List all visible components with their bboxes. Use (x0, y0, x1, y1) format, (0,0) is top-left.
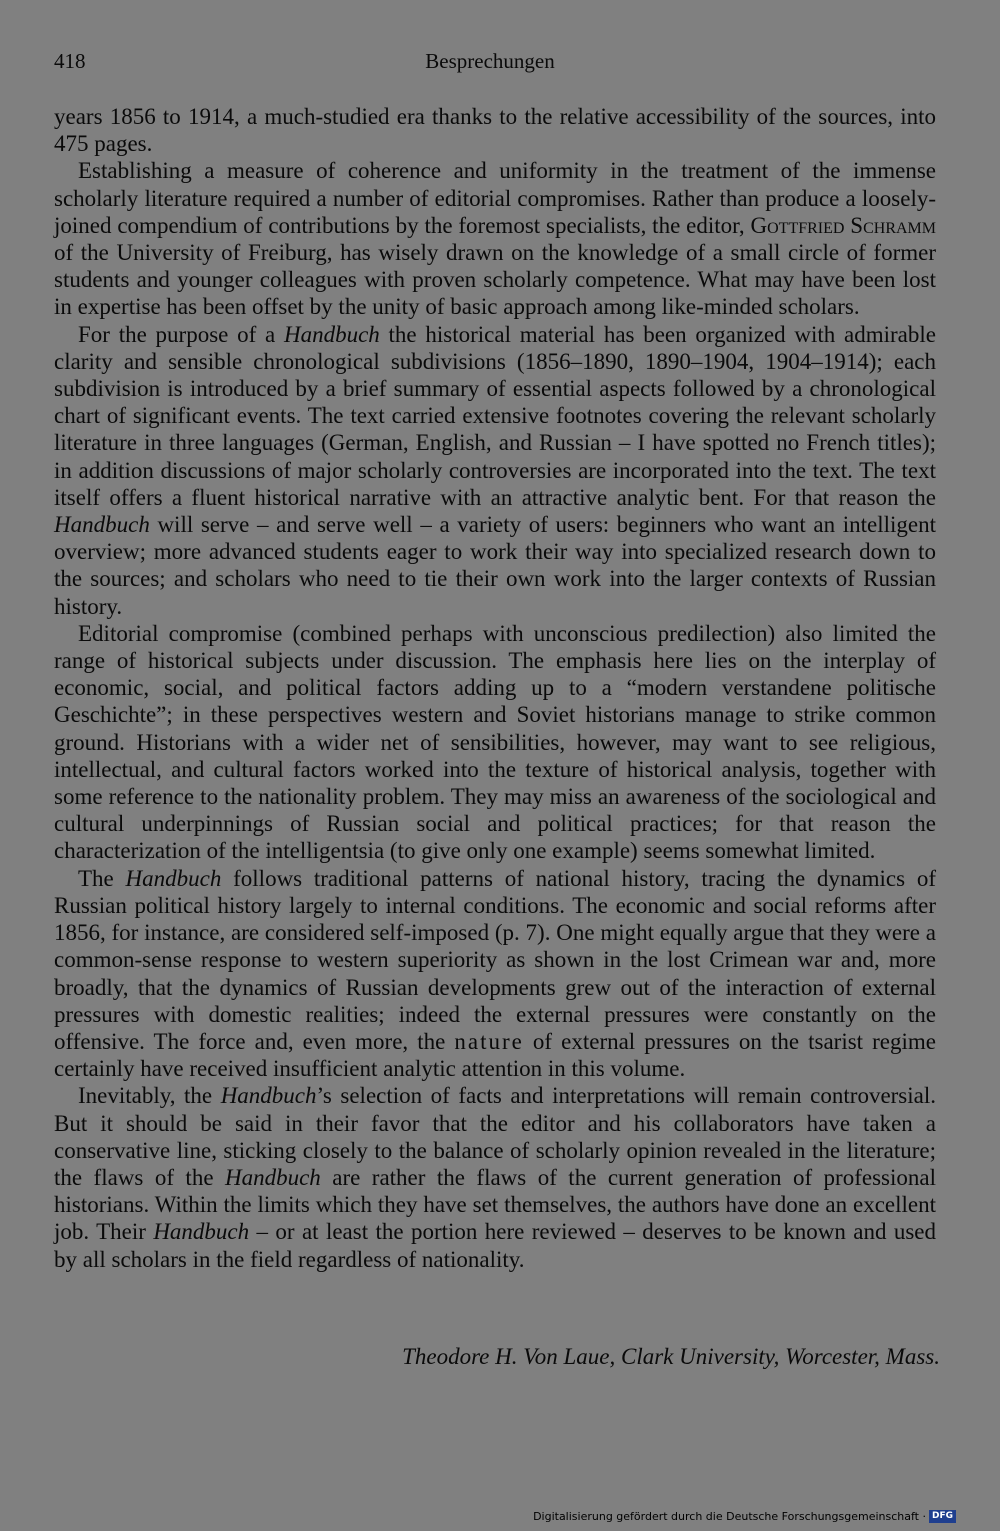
paragraph-2 (54, 157, 936, 320)
paragraph-3 (54, 321, 936, 620)
book-title-italic: Handbuch (283, 321, 380, 347)
page-number: 418 (54, 49, 86, 73)
paragraph-6-text-b: ’s selection of facts and interpretations will remain controversial. But it should be said in their favor that the editor and his collaborators have taken a conservative line, sticking closely to the balance of scholarly opinion revealed in the literature; the flaws of the (54, 1083, 936, 1190)
book-title-italic: Handbuch (54, 512, 150, 538)
paragraph-3-text-c: will serve – and serve well – a variety of users: beginners who want an intelligent overview; more advanced students eager to work their way into specialized research down to the sources; and scholars who need to tie their own work into the larger contexts of Russian history. (54, 512, 936, 619)
paragraph-5-text-a: The (78, 865, 126, 891)
digitization-credit (533, 1510, 956, 1523)
paragraph-2-text-a: Establishing a measure of coherence and uniformity in the treatment of the immense scholarly literature required a number of editorial compromises. Rather than produce a loosely-joined compendium of contributions by the foremost specialists, the editor, (54, 158, 936, 238)
running-title: Besprechungen (425, 49, 555, 73)
paragraph-1: years 1856 to 1914, a much-studied era thanks to the relative accessibility of the sources, into 475 pages. (54, 104, 936, 157)
paragraph-6-text-d: – or at least the portion here reviewed – deserves to be known and used by all scholars in the field regardless of nationality. (54, 1219, 936, 1272)
book-title-italic: Handbuch (125, 865, 222, 891)
credit-text: Digitalisierung gefördert durch die Deutsche Forschungsgemeinschaft · (533, 1510, 926, 1523)
paragraph-5 (54, 865, 936, 1083)
paragraph-5-text-b: follows traditional patterns of national history, tracing the dynamics of Russian political history largely to internal conditions. The economic and social reforms after 1856, for instance, are considered self-imposed (p. 7). One might equally argue that they were a common-sense response to western superiority as shown in the lost Crimean war and, more broadly, that the dynamics of Russian developments grew out of the interaction of external pressures with domestic realities; indeed the external pressures were constantly on the offensive. The force and, even more, the (54, 865, 936, 1054)
paragraph-3-text-a: For the purpose of a (78, 321, 284, 347)
editor-name: Gottfried Schramm (750, 212, 937, 238)
paragraph-4: Editorial compromise (combined perhaps with unconscious predilection) also limited the range of historical subjects under discussion. The emphasis here lies on the interplay of economic, social, and political factors adding up to a “modern verstandene politische Geschichte”; in these perspectives western and Soviet historians manage to strike common ground. Historians with a wider net of sensibilities, however, may want to see religious, intellectual, and cultural factors worked into the texture of historical analysis, together with some reference to the nationality problem. They may miss an awareness of the sociological and cultural underpinnings of Russian social and political practices; for that reason the characterization of the intelligentsia (to give only one example) seems somewhat limited. (54, 620, 936, 864)
dfg-logo: DFG (929, 1510, 956, 1523)
paragraph-6-text-a: Inevitably, the (78, 1083, 221, 1109)
book-title-italic: Handbuch (220, 1083, 317, 1109)
paragraph-6-text-c: are rather the flaws of the current generation of professional historians. Within the limits which they have set themselves, the authors have done an excellent job. Their (54, 1164, 936, 1245)
book-title-italic: Handbuch (224, 1164, 321, 1190)
paragraph-2-text-b: of the University of Freiburg, has wisely drawn on the knowledge of a small circle of former students and younger colleagues with proven scholarly competence. What may have been lost in expertise has been offset by the unity of basic approach among like-minded scholars. (54, 240, 936, 320)
emphasized-word: nature (454, 1028, 524, 1054)
paragraph-6 (54, 1082, 936, 1272)
paragraph-5-text-c: of external pressures on the tsarist regime certainly have received insufficient analytic attention in this volume. (54, 1028, 936, 1082)
paragraph-3-text-b: the historical material has been organized with admirable clarity and sensible chronological subdivisions (1856–1890, 1890–1904, 1904–1914); each subdivision is introduced by a brief summary of essential aspects followed by a chronological chart of significant events. The text carried extensive footnotes covering the relevant scholarly literature in three languages (German, English, and Russian – I have spotted no French titles); in addition discussions of major scholarly controversies are incorporated into the text. The text itself offers a fluent historical narrative with an attractive analytic bent. For that reason the (54, 321, 936, 510)
reviewer-signature: Theodore H. Von Laue, Clark University, Worcester, Mass. (402, 1344, 940, 1369)
book-title-italic: Handbuch (153, 1219, 250, 1245)
article-body (54, 103, 936, 1273)
running-head (0, 46, 1000, 76)
